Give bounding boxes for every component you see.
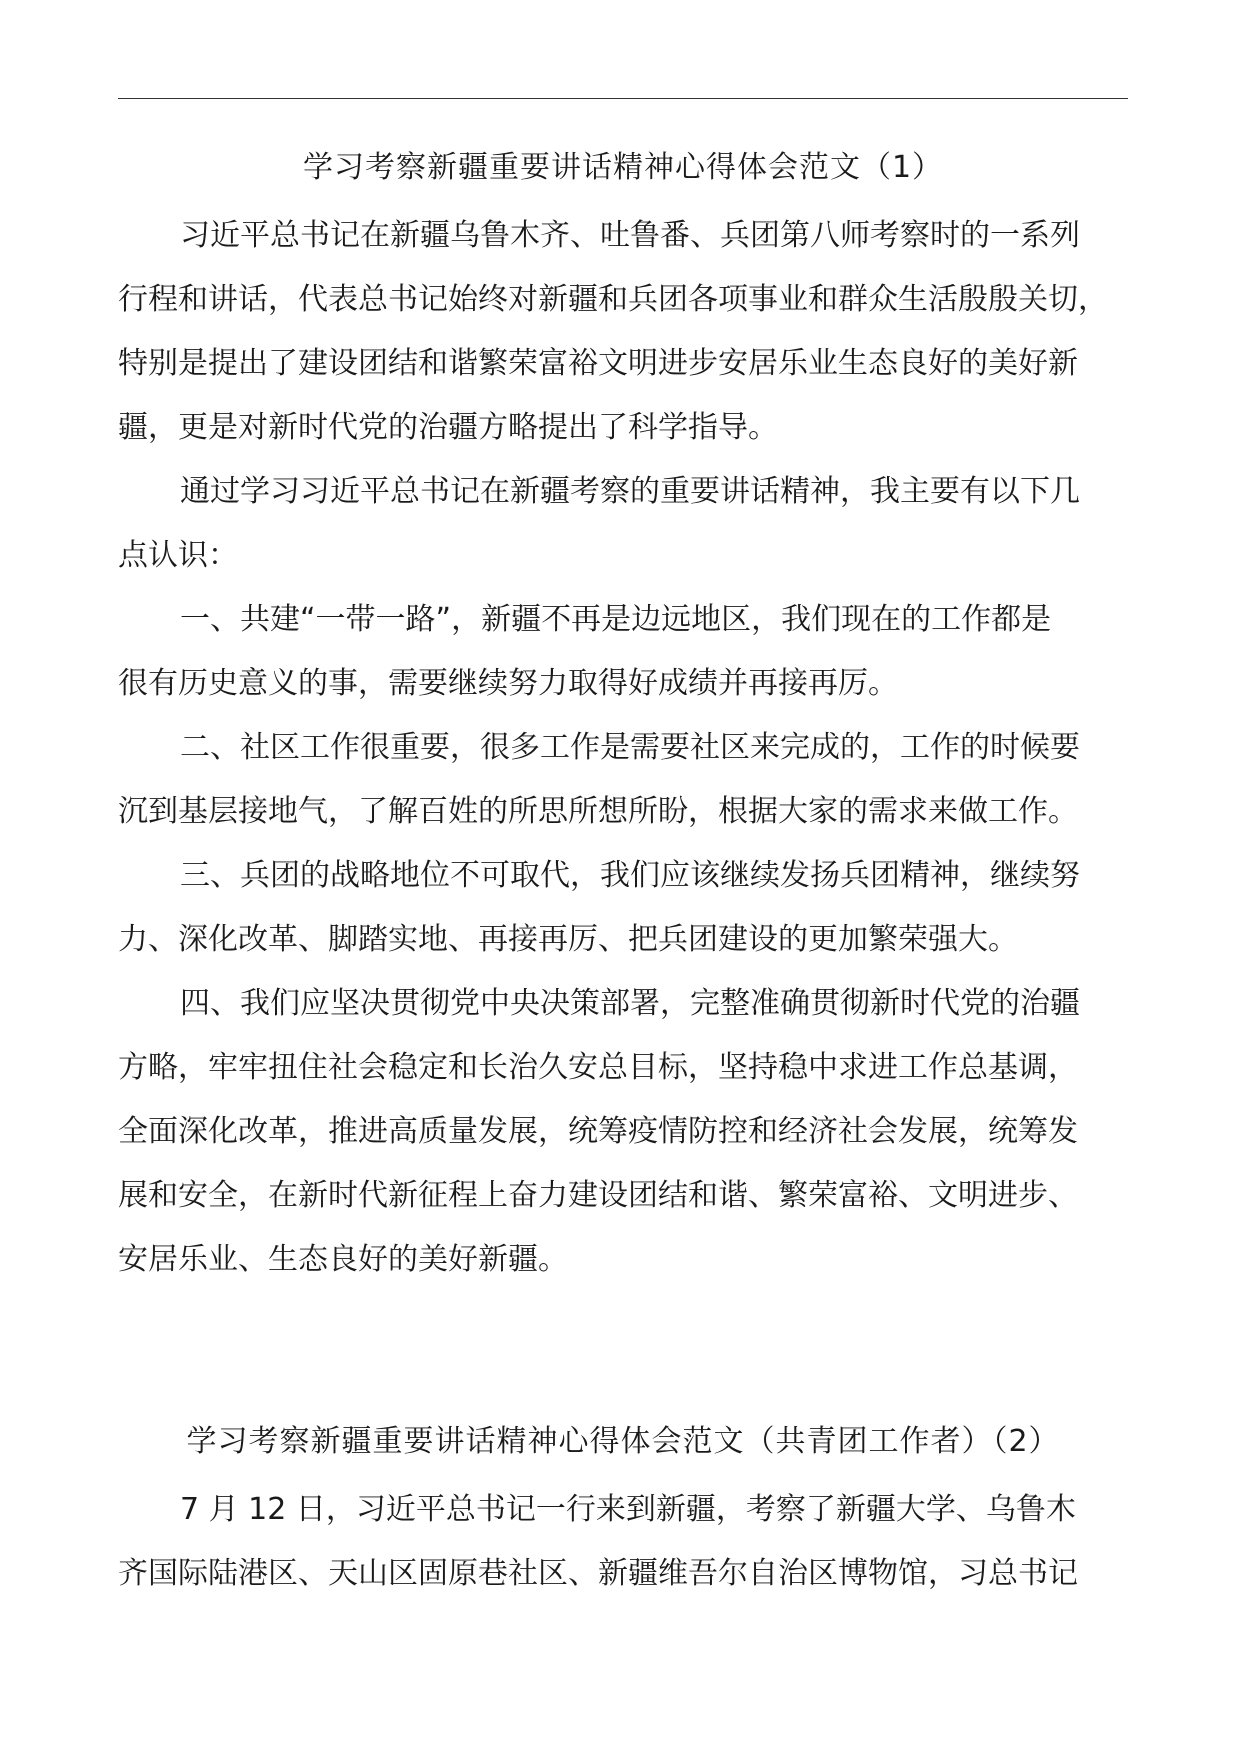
text-line: 特别是提出了建设团结和谐繁荣富裕文明进步安居乐业生态良好的美好新 xyxy=(118,346,1078,381)
text-line: 沉到基层接地气，了解百姓的所思所想所盼，根据大家的需求来做工作。 xyxy=(118,794,1078,829)
text-line: 安居乐业、生态良好的美好新疆。 xyxy=(118,1242,568,1277)
text-line: 四、我们应坚决贯彻党中央决策部署，完整准确贯彻新时代党的治疆 xyxy=(180,986,1080,1021)
article-1-title: 学习考察新疆重要讲话精神心得体会范文（1） xyxy=(302,150,944,185)
header-rule xyxy=(118,98,1128,99)
article-2-title: 学习考察新疆重要讲话精神心得体会范文（共青团工作者）（2） xyxy=(186,1424,1060,1459)
article-1-paragraph-1 xyxy=(118,204,1128,460)
text-line: 齐国际陆港区、天山区固原巷社区、新疆维吾尔自治区博物馆，习总书记 xyxy=(118,1556,1078,1591)
text-line: 点认识： xyxy=(118,538,238,573)
text-line: 通过学习习近平总书记在新疆考察的重要讲话精神，我主要有以下几 xyxy=(180,474,1080,509)
text-line: 习近平总书记在新疆乌鲁木齐、吐鲁番、兵团第八师考察时的一系列 xyxy=(180,218,1080,253)
text-line: 行程和讲话，代表总书记始终对新疆和兵团各项事业和群众生活殷殷关切， xyxy=(118,282,1108,317)
article-1-paragraph-3 xyxy=(118,588,1128,716)
text-line: 7 月 12 日，习近平总书记一行来到新疆，考察了新疆大学、乌鲁木 xyxy=(180,1492,1076,1527)
article-1-paragraph-4 xyxy=(118,716,1128,844)
text-line: 一、共建“一带一路”，新疆不再是边远地区，我们现在的工作都是 xyxy=(180,602,1052,637)
text-line: 全面深化改革，推进高质量发展，统筹疫情防控和经济社会发展，统筹发 xyxy=(118,1114,1078,1149)
text-line: 方略，牢牢扭住社会稳定和长治久安总目标，坚持稳中求进工作总基调， xyxy=(118,1050,1078,1085)
text-line: 二、社区工作很重要，很多工作是需要社区来完成的，工作的时候要 xyxy=(180,730,1080,765)
text-line: 三、兵团的战略地位不可取代，我们应该继续发扬兵团精神，继续努 xyxy=(180,858,1080,893)
text-line: 疆，更是对新时代党的治疆方略提出了科学指导。 xyxy=(118,410,778,445)
article-1-paragraph-6 xyxy=(118,972,1128,1292)
article-1-paragraph-2 xyxy=(118,460,1128,588)
text-line: 很有历史意义的事，需要继续努力取得好成绩并再接再厉。 xyxy=(118,666,898,701)
text-line: 力、深化改革、脚踏实地、再接再厉、把兵团建设的更加繁荣强大。 xyxy=(118,922,1018,957)
article-1-paragraph-5 xyxy=(118,844,1128,972)
article-2-paragraph-1 xyxy=(118,1478,1128,1606)
text-line: 展和安全，在新时代新征程上奋力建设团结和谐、繁荣富裕、文明进步、 xyxy=(118,1178,1078,1213)
